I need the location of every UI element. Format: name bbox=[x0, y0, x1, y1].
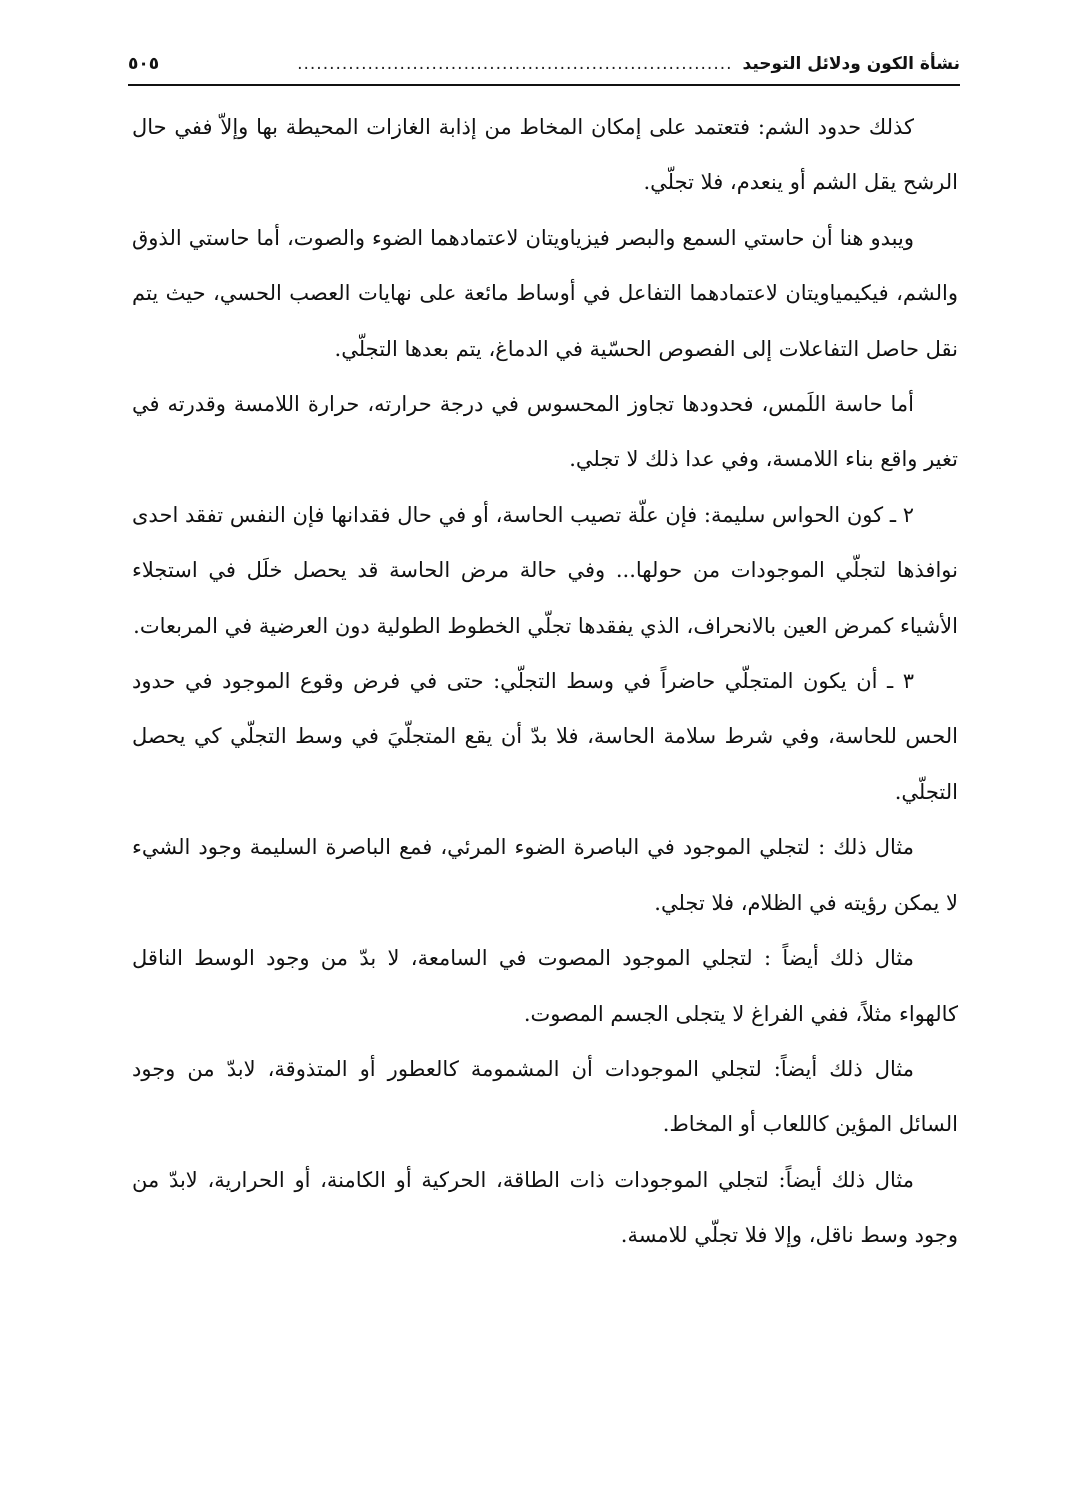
running-header bbox=[128, 44, 960, 84]
page-body bbox=[132, 100, 958, 1264]
page-number: ٥٠٥ bbox=[128, 54, 160, 74]
paragraph: مثال ذلك أيضاً: لتجلي الموجودات أن المشمومة كالعطور أو المتذوقة، لابدّ من وجود السائل المؤين كاللعاب أو المخاط. bbox=[132, 1056, 958, 1137]
paragraph: كذلك حدود الشم: فتعتمد على إمكان المخاط من إذابة الغازات المحيطة بها وإلاّ ففي حال الرشح يقل الشم أو ينعدم، فلا تجلّي. bbox=[132, 115, 958, 195]
paragraph: أما حاسة اللَمس، فحدودها تجاوز المحسوس في درجة حرارته، حرارة اللامسة وقدرته في تغير واقع بناء اللامسة، وفي عدا ذلك لا تجلي. bbox=[132, 392, 958, 472]
paragraph: ٢ ـ كون الحواس سليمة: فإن علّة تصيب الحاسة، أو في حال فقدانها فإن النفس تفقد احدى نوافذها لتجلّي الموجودات من حولها... وفي حالة مرض الحاسة قد يحصل خلَل في استجلاء الأشياء كمرض العين بالانحراف، الذي يفقدها تجلّي الخطوط الطولية دون العرضية في المربعات. bbox=[132, 502, 958, 638]
paragraph: مثال ذلك أيضاً : لتجلي الموجود المصوت في السامعة، لا بدّ من وجود الوسط الناقل كالهواء مثلاً، ففي الفراغ لا يتجلى الجسم المصوت. bbox=[132, 946, 958, 1026]
paragraph: مثال ذلك أيضاً: لتجلي الموجودات ذات الطاقة، الحركية أو الكامنة، أو الحرارية، لابدّ من وجود وسط ناقل، وإلا فلا تجلّي للامسة. bbox=[132, 1167, 958, 1248]
paragraph: مثال ذلك : لتجلي الموجود في الباصرة الضوء المرئي، فمع الباصرة السليمة وجود الشيء لا يمكن رؤيته في الظلام، فلا تجلي. bbox=[132, 835, 958, 915]
paragraph: ٣ ـ أن يكون المتجلّي حاضراً في وسط التجلّي: حتى في فرض وقوع الموجود في حدود الحس للحاسة، وفي شرط سلامة الحاسة، فلا بدّ أن يقع المتجلّيَ في وسط التجلّي كي يحصل التجلّي. bbox=[132, 669, 958, 804]
paragraph: ويبدو هنا أن حاستي السمع والبصر فيزياويتان لاعتمادهما الضوء والصوت، أما حاستي الذوق والشم، فيكيمياويتان لاعتمادهما التفاعل في أوساط مائعة على نهايات العصب الحسي، حيث يتم نقل حاصل التفاعلات إلى الفصوص الحسّية في الدماغ، يتم بعدها التجلّي. bbox=[132, 225, 958, 361]
header-rule bbox=[128, 84, 960, 86]
running-header-title: نشأة الكون ودلائل التوحيد bbox=[742, 54, 960, 74]
header-dot-leader: .................................................................... bbox=[297, 54, 733, 74]
